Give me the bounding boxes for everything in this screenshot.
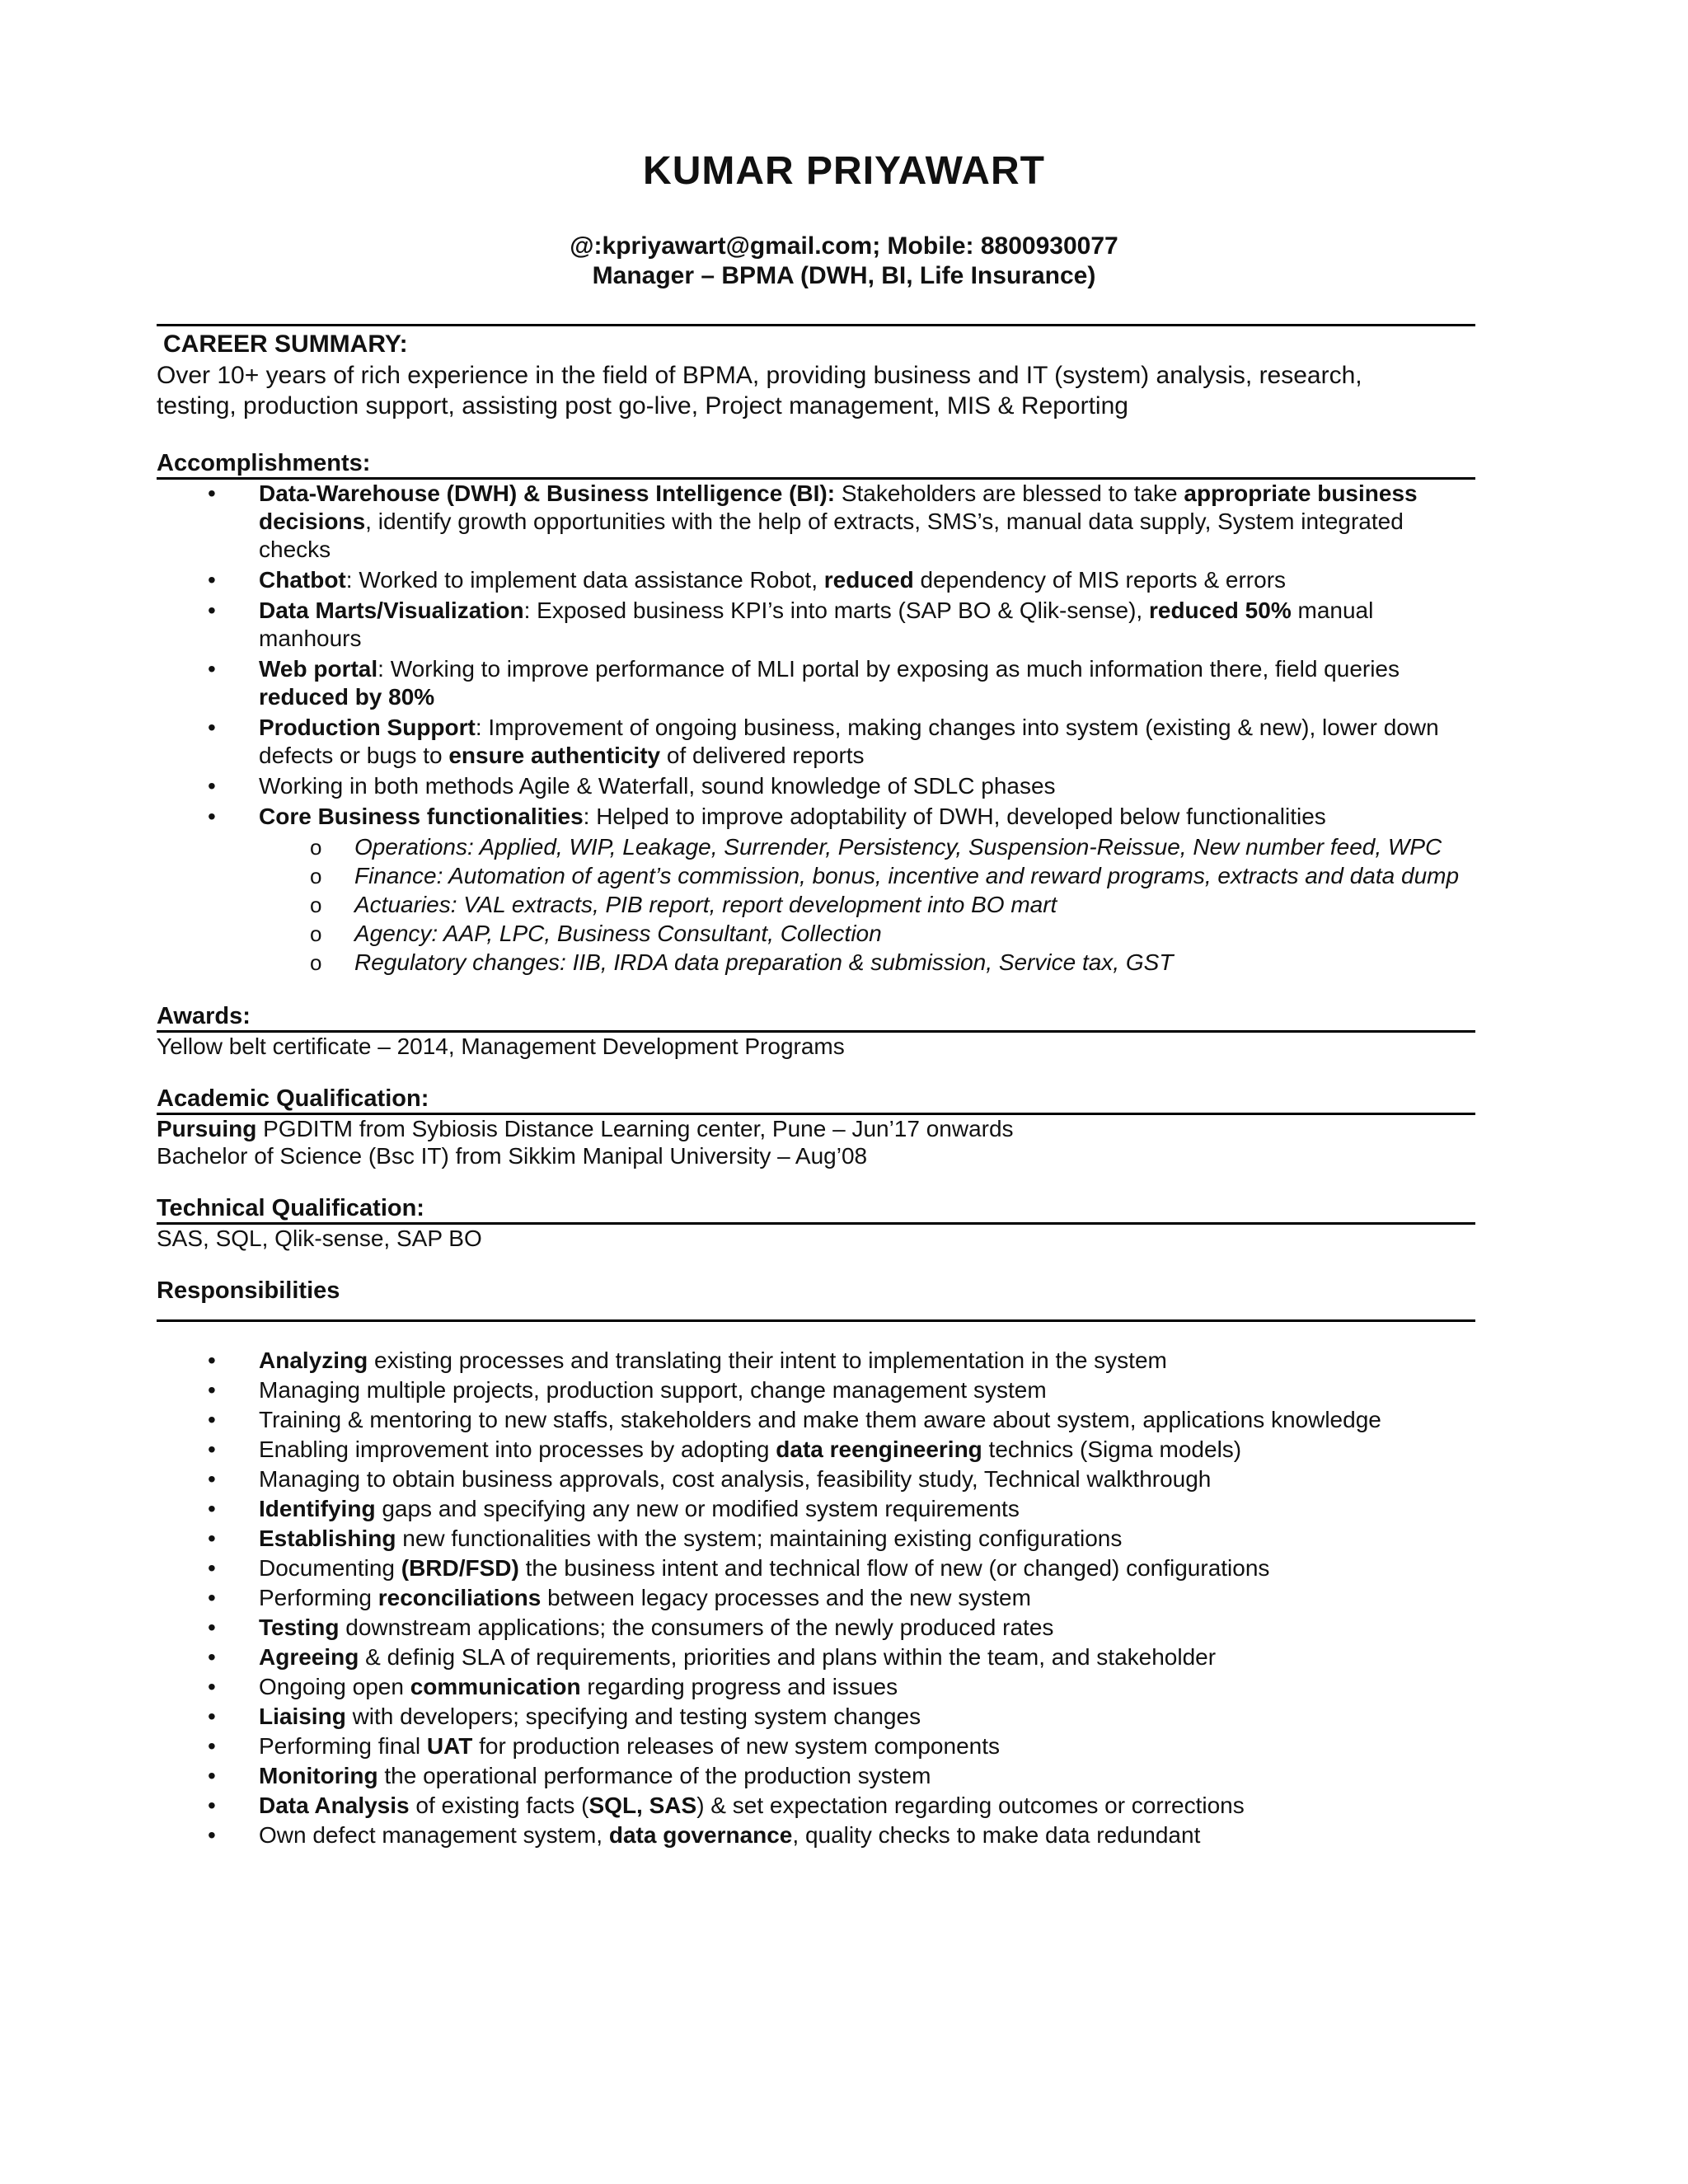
responsibility-item [157,1554,1475,1582]
accomplishment-item [157,803,1475,831]
accomplishment-item [157,480,1475,564]
text: & definig SLA of requirements, priorities and plans within the team, and stakeholder [359,1644,1217,1670]
responsibility-item [157,1732,1475,1760]
text: dependency of MIS reports & errors [913,567,1287,593]
text: between legacy processes and the new system [541,1585,1031,1610]
responsibility-item [157,1643,1475,1671]
text: , quality checks to make data redundant [792,1822,1201,1848]
accomplishment-item [157,597,1475,653]
text: Ongoing open [259,1674,410,1699]
text: Training & mentoring to new staffs, stakeholders and make them aware about system, applications knowledge [259,1407,1381,1432]
functionality-item: o Actuaries: VAL extracts, PIB report, report development into BO mart [157,891,1475,919]
technical-title: Technical Qualification: [157,1195,424,1221]
academic-line-2: Bachelor of Science (Bsc IT) from Sikkim Manipal University – Aug’08 [157,1143,868,1169]
text: Enabling improvement into processes by adopting [259,1436,776,1462]
text: technics (Sigma models) [982,1436,1242,1462]
responsibility-item [157,1762,1475,1790]
text: Performing final [259,1733,427,1759]
bold-text: Testing [259,1615,340,1640]
bold-text: Agreeing [259,1644,359,1670]
academic-title: Academic Qualification: [157,1085,429,1112]
text: Stakeholders are blessed to take [841,480,1184,506]
bold-text: reconciliations [377,1585,542,1610]
responsibility-item [157,1792,1475,1820]
career-summary-title: CAREER SUMMARY: [163,330,408,358]
text: of existing facts ( [409,1793,589,1818]
text: Managing multiple projects, production support, change management system [259,1377,1047,1403]
contact-line: @:kpriyawart@gmail.com; Mobile: 8800930077 [570,232,1118,260]
responsibility-item [157,1376,1475,1404]
bold-text: Core Business functionalities [259,804,584,829]
functionality-item: o Agency: AAP, LPC, Business Consultant, Collection [157,920,1475,948]
section-divider [157,324,1475,326]
accomplishments-list [157,480,1475,831]
technical-text: SAS, SQL, Qlik-sense, SAP BO [157,1226,482,1251]
responsibility-item [157,1495,1475,1523]
bold-text: SQL, SAS [588,1793,697,1818]
bold-text: UAT [426,1733,473,1759]
bold-text: Monitoring [259,1763,378,1788]
text: : Helped to improve adoptability of DWH, developed below functionalities [583,804,1326,829]
bold-text: reduced 50% [1148,598,1292,623]
bold-text: Data Analysis [259,1793,410,1818]
text: existing processes and translating their intent to implementation in the system [368,1347,1167,1373]
bold-text: Chatbot [259,567,346,593]
responsibility-item [157,1525,1475,1553]
bold-text: Data-Warehouse (DWH) & Business Intelligence (BI): [259,480,842,506]
text: Managing to obtain business approvals, cost analysis, feasibility study, Technical walkthrough [259,1466,1212,1492]
text: : Working to improve performance of MLI portal by exposing as much information there, field queries [377,656,1400,682]
text: for production releases of new system components [472,1733,1000,1759]
functionality-item: o Regulatory changes: IIB, IRDA data preparation & submission, Service tax, GST [157,949,1475,977]
responsibility-item [157,1614,1475,1642]
academic-line-1-status: Pursuing [157,1116,257,1141]
accomplishment-item [157,714,1475,770]
accomplishment-item [157,566,1475,594]
responsibility-item [157,1673,1475,1701]
text: with developers; specifying and testing system changes [345,1704,921,1729]
text: : Exposed business KPI’s into marts (SAP BO & Qlik-sense), [523,598,1149,623]
bold-text: Production Support [259,715,476,740]
candidate-name: KUMAR PRIYAWART [643,149,1045,193]
bold-text: Identifying [259,1496,376,1521]
responsibility-item [157,1584,1475,1612]
accomplishment-item [157,655,1475,711]
text: : Improvement of ongoing business, making changes into system (existing & new), lower down defects or bugs to [259,715,1439,768]
bold-text: Liaising [259,1704,346,1729]
bold-text: data reengineering [776,1436,982,1462]
career-summary-line-2: testing, production support, assisting post go-live, Project management, MIS & Reporting [157,392,1128,419]
accomplishments-title: Accomplishments: [157,450,371,476]
awards-title: Awards: [157,1003,251,1029]
bold-text: Analyzing [259,1347,368,1373]
role-line: Manager – BPMA (DWH, BI, Life Insurance) [592,262,1096,289]
text: Documenting [259,1555,401,1581]
responsibility-item [157,1703,1475,1731]
text: gaps and specifying any new or modified system requirements [375,1496,1020,1521]
bold-text: communication [410,1674,581,1699]
text: manual manhours [259,598,1374,651]
text: , identify growth opportunities with the help of extracts, SMS’s, manual data supply, System integrated checks [259,509,1404,562]
awards-text: Yellow belt certificate – 2014, Management Development Programs [157,1033,845,1059]
bold-text: reduced by 80% [259,684,435,710]
bold-text: ensure authenticity [448,743,661,768]
text: : Worked to implement data assistance Robot, [345,567,824,593]
academic-line-1-detail: PGDITM from Sybiosis Distance Learning center, Pune – Jun’17 onwards [256,1116,1014,1141]
bold-text: Data Marts/Visualization [259,598,524,623]
responsibility-item [157,1821,1475,1849]
text: regarding progress and issues [580,1674,898,1699]
responsibilities-title: Responsibilities [157,1277,340,1304]
bold-text: appropriate business decisions [259,480,1418,534]
functionality-item: o Operations: Applied, WIP, Leakage, Surrender, Persistency, Suspension-Reissue, New number feed, WPC [157,833,1475,861]
resume-body [157,324,1475,1851]
responsibilities-list [157,1347,1475,1849]
bold-text: (BRD/FSD) [401,1555,519,1581]
responsibility-item [157,1465,1475,1493]
text: Performing [259,1585,378,1610]
text: the operational performance of the production system [377,1763,931,1788]
core-functionalities-list [157,833,1475,977]
functionality-item: o Finance: Automation of agent’s commission, bonus, incentive and reward programs, extracts and data dump [157,862,1475,890]
text: the business intent and technical flow of new (or changed) configurations [518,1555,1270,1581]
responsibility-item [157,1406,1475,1434]
bold-text: reduced [823,567,914,593]
responsibility-item [157,1347,1475,1375]
accomplishment-item [157,772,1475,800]
bold-text: Web portal [259,656,378,682]
career-summary-line-1: Over 10+ years of rich experience in the field of BPMA, providing business and IT (system) analysis, research, [157,362,1362,389]
academic-line-1 [157,1115,1475,1142]
text: new functionalities with the system; maintaining existing configurations [396,1526,1123,1551]
text: Working in both methods Agile & Waterfall, sound knowledge of SDLC phases [259,773,1056,799]
text: ) & set expectation regarding outcomes or corrections [696,1793,1245,1818]
bold-text: data governance [608,1822,793,1848]
text: of delivered reports [660,743,865,768]
responsibility-item [157,1436,1475,1464]
bold-text: Establishing [259,1526,396,1551]
text: downstream applications; the consumers of the newly produced rates [339,1615,1054,1640]
text: Own defect management system, [259,1822,609,1848]
